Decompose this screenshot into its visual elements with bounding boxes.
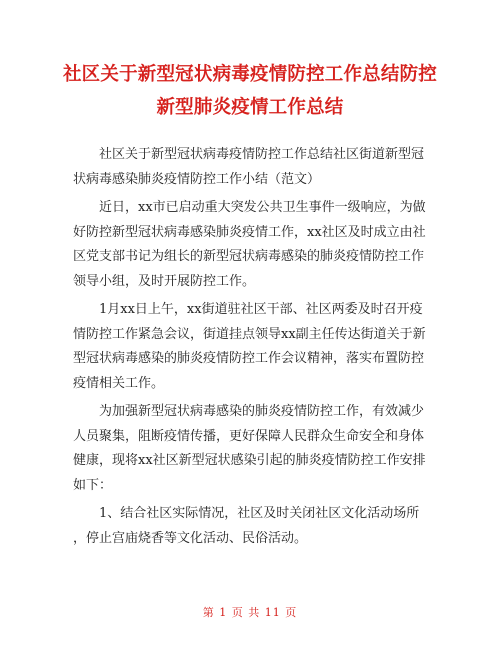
paragraph-line: 领导小组，及时开展防控工作。 <box>73 273 256 289</box>
paragraph-line: 情防控工作紧急会议，街道挂点领导xx副主任传达街道关于新 <box>73 326 426 342</box>
paragraph-line: 如下： <box>73 477 113 493</box>
paragraph-line: 好防控新型冠状病毒感染肺炎疫情工作，xx社区及时成立由社 <box>73 224 426 240</box>
paragraph-line: ，停止宫庙烧香等文化活动、民俗活动。 <box>73 530 308 546</box>
paragraph-line: 1、结合社区实际情况，社区及时关闭社区文化活动场所 <box>99 506 420 521</box>
paragraph <box>73 400 435 498</box>
document-body <box>73 143 435 555</box>
paragraph-line: 型冠状病毒感染的肺炎疫情防控工作会议精神，落实布置防控 <box>73 351 425 366</box>
paragraph-line: 1月xx日上午，xx街道驻社区干部、社区两委及时召开疫 <box>99 302 423 317</box>
paragraph-line: 人员聚集，阻断疫情传播，更好保障人民群众生命安全和身体 <box>73 428 425 444</box>
paragraph <box>73 196 435 294</box>
paragraph-line: 区党支部书记为组长的新型冠状病毒感染的肺炎疫情防控工作 <box>73 249 425 264</box>
paragraph-line: 状病毒感染肺炎疫情防控工作小结（范文） <box>73 171 321 187</box>
paragraph-line: 近日，xx市已启动重大突发公共卫生事件一级响应，为做 <box>99 200 426 215</box>
paragraph <box>73 298 435 396</box>
title-line: 社区关于新型冠状病毒疫情防控工作总结防控 <box>62 64 437 85</box>
paragraph <box>73 143 435 192</box>
paragraph-line: 为加强新型冠状病毒感染的肺炎疫情防控工作，有效减少 <box>99 404 425 419</box>
paragraph-line: 社区关于新型冠状病毒疫情防控工作总结社区街道新型冠 <box>99 147 425 162</box>
title-line: 新型肺炎疫情工作总结 <box>156 97 344 118</box>
paragraph-line: 疫情相关工作。 <box>73 375 165 391</box>
paragraph <box>73 502 435 551</box>
page-number-footer: 第 1 页 共 11 页 <box>202 606 298 619</box>
paragraph-line: 健康，现将xx社区新型冠状感染引起的肺炎疫情防控工作安排 <box>73 453 426 468</box>
document-title <box>60 58 440 124</box>
